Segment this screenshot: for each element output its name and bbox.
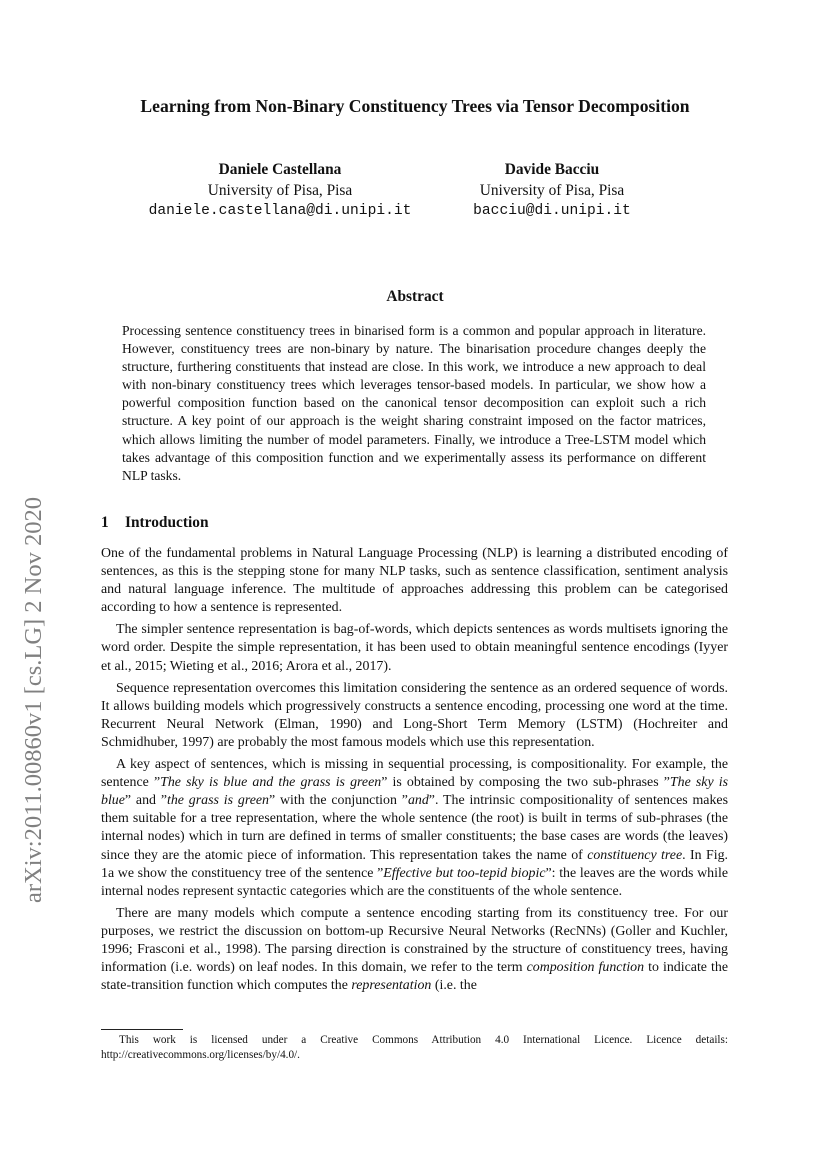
author-block-2 — [392, 159, 712, 222]
text-run: A key aspect of sentences, which is missing in sequential processing, is compositionality. For example, the sentence ” — [101, 757, 728, 791]
paragraph: One of the fundamental problems in Natural Language Processing (NLP) is learning a distributed encoding of sentences, as this is the stepping stone for many NLP tasks, such as sentence classification, sentiment analysis and natural language inference. The multitude of approaches addressing this problem can be categorised according to how a sentence is represented. — [101, 546, 728, 616]
emphasis: Effective but too-tepid biopic — [383, 865, 546, 881]
emphasis: the grass is green — [167, 793, 269, 809]
author-email: daniele.castellana@di.unipi.it — [148, 203, 412, 219]
paragraph — [101, 905, 728, 995]
text-run: There are many models which compute a sentence encoding starting from its constituency tree. For our purposes, we restrict the discussion on bottom-up Recursive Neural Networks (RecNNs) (Goller and Kuchler, 1996; Frasconi et al., 1998). The parsing direction is constrained by the structure of constituency trees, having information (i.e. words) on leaf nodes. In this domain, we refer to the term — [101, 905, 728, 976]
text-run: (i.e. the — [431, 978, 477, 994]
arxiv-identifier-stamp: arXiv:2011.00860v1 [cs.LG] 2 Nov 2020 — [20, 497, 47, 904]
section-body — [101, 545, 728, 999]
author-email: bacciu@di.unipi.it — [473, 203, 631, 219]
text-run: ” and ” — [124, 793, 167, 809]
paper-title: Learning from Non-Binary Constituency Trees via Tensor Decomposition — [140, 96, 690, 116]
paragraph: Sequence representation overcomes this limitation considering the sentence as an ordered sequence of words. It allows building models which progressively constructs a sentence encoding, processing one word at the time. Recurrent Neural Network (Elman, 1990) and Long-Short Term Memory (LSTM) (Hochreiter and Schmidhuber, 1997) are probably the most famous models which use this representation. — [101, 680, 728, 750]
emphasis: The sky is blue and the grass is green — [160, 775, 382, 791]
paragraph: The simpler sentence representation is bag-of-words, which depicts sentences as words multisets ignoring the word order. Despite the simple representation, it has been used to obtain meaningful sentence encodings (Iyyer et al., 2015; Wieting et al., 2016; Arora et al., 2017). — [101, 622, 728, 674]
abstract-heading: Abstract — [386, 288, 444, 305]
emphasis: constituency tree — [587, 847, 683, 863]
text-run: . In Fig. 1a we show the constituency tree of the sentence ” — [101, 847, 728, 881]
footnote-rule — [101, 1029, 183, 1030]
author-affiliation: University of Pisa, Pisa — [207, 182, 353, 199]
emphasis: composition function — [526, 960, 645, 976]
emphasis: representation — [351, 978, 432, 994]
text-run: ”: the leaves are the words while internal nodes represent syntactic categories which are the constituents of the whole sentence. — [101, 865, 729, 899]
text-run: to indicate the state-transition function which computes the — [101, 960, 728, 994]
author-name: Davide Bacciu — [504, 161, 600, 178]
abstract-text: Processing sentence constituency trees in binarised form is a common and popular approach in literature. However, constituency trees are non-binary by nature. The binarisation procedure changes deeply the structure, furthering constituents that instead are close. In this work, we introduce a new approach to deal with non-binary constituency trees which leverages tensor-based models. In particular, we show how a powerful composition function based on the canonical tensor decomposition can exploit such a rich structure. A key point of our approach is the weight sharing constraint imposed on the factor matrices, which allows limiting the number of model parameters. Finally, we introduce a Tree-LSTM model which takes advantage of this composition function and we experimentally assess its performance on different NLP tasks. — [122, 323, 706, 483]
emphasis: and — [407, 793, 429, 809]
text-run: ” with the conjunction ” — [268, 793, 408, 809]
section-heading — [101, 514, 209, 532]
section-number: 1 — [101, 514, 109, 531]
footnote: This work is licensed under a Creative Commons Attribution 4.0 International Licence. Licence details: http://creativecommons.org/licenses/by/4.0/. — [101, 1034, 728, 1061]
emphasis: The sky is blue — [101, 775, 728, 809]
text-run: ” is obtained by composing the two sub-phrases ” — [381, 775, 670, 791]
section-title: Introduction — [125, 514, 209, 531]
author-name: Daniele Castellana — [218, 161, 342, 178]
author-affiliation: University of Pisa, Pisa — [479, 182, 625, 199]
paragraph — [101, 756, 728, 901]
text-run: ”. The intrinsic compositionality of sentences makes them suitable for a tree representation, where the whole sentence (the root) is built in terms of sub-phrases (the internal nodes) which in turn are defined in terms of smaller constituents; the base cases are words (the leaves) since they are the atomic piece of information. This representation takes the name of — [101, 793, 728, 863]
